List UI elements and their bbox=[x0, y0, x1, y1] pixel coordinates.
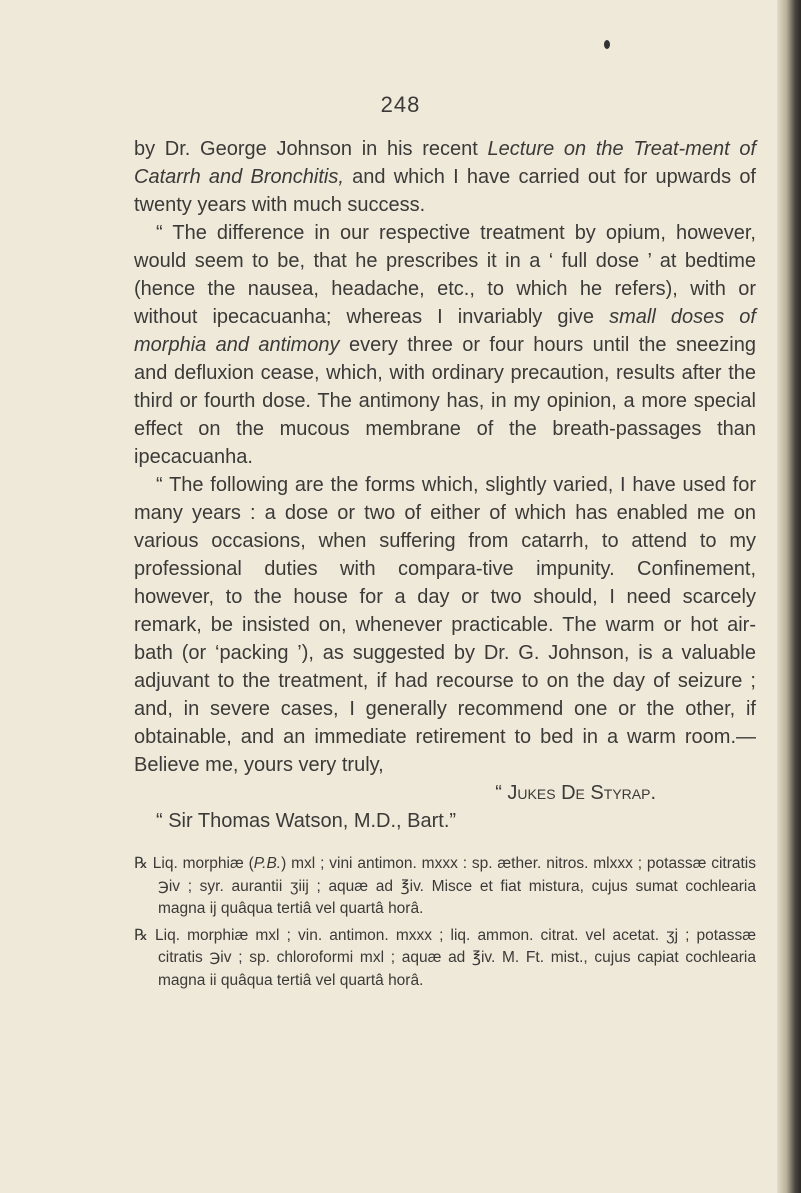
p2-emphasis: small doses of morphia and antimony bbox=[134, 306, 756, 356]
page-number: 248 bbox=[380, 92, 421, 117]
rx1-pb: P.B. bbox=[253, 855, 282, 872]
paragraph-2 bbox=[134, 219, 756, 471]
page-edge-shadow bbox=[777, 0, 801, 1193]
p1-text-a: by Dr. George Johnson in his recent bbox=[134, 138, 488, 160]
rx1-text-c: ) mxl ; vini antimon. mxxx : sp. æther. nitros. mlxxx ; potassæ citratis ℈iv ; syr. aurantii ʒiij ; aquæ ad ℥iv. Misce et fiat mistura, cujus sumat cochlearia magna ij quâqua tertiâ vel quartâ horâ. bbox=[158, 855, 756, 917]
p2-text-c: every three or four hours until the sneezing and defluxion cease, which, with ordinary precaution, results after the third or fourth dose. The antimony has, in my opinion, a more special effect on the mucous membrane of the breath-passages than ipecacuanha. bbox=[134, 334, 756, 468]
prescription-1 bbox=[134, 853, 756, 921]
paragraph-1 bbox=[134, 135, 756, 219]
prescriptions bbox=[134, 853, 756, 996]
rx1-text-a: ℞ Liq. morphiæ ( bbox=[134, 855, 254, 872]
p2-text-a: “ The difference in our respective treatment by opium, however, would seem to be, that he prescribes it in a ‘ full dose ’ at bedtime (hence the nausea, headache, etc., to which he refers), with or without ipecacuanha; whereas I invariably give bbox=[134, 222, 756, 328]
prescription-2: ℞ Liq. morphiæ mxl ; vin. antimon. mxxx ; liq. ammon. citrat. vel acetat. ʒj ; potassæ citratis ℈iv ; sp. chloroformi mxl ; aquæ ad ℥iv. M. Ft. mist., cujus capiat cochlearia magna ii quâqua tertiâ vel quartâ horâ. bbox=[134, 926, 756, 989]
body-text bbox=[134, 135, 756, 835]
addressee: “ Sir Thomas Watson, M.D., Bart.” bbox=[156, 810, 457, 832]
signature: “ Jukes De Styrap. bbox=[495, 782, 656, 804]
p1-text-c: and which I have carried out for upwards of twenty years with much success. bbox=[134, 166, 756, 216]
lecture-title: Lecture on the Treat-ment of Catarrh and Bronchitis, bbox=[134, 138, 757, 188]
ink-mark bbox=[604, 40, 610, 49]
paragraph-3: “ The following are the forms which, slightly varied, I have used for many years : a dose or two of either of which has enabled me on various occasions, when suffering from catarrh, to attend to my professional duties with compara-tive impunity. Confinement, however, to the house for a day or two should, I need scarcely remark, be insisted on, whenever practicable. The warm or hot air-bath (or ‘packing ’), as suggested by Dr. G. Johnson, is a valuable adjuvant to the treatment, if had recourse to on the day of seizure ; and, in severe cases, I generally recommend one or the other, if obtainable, and an immediate retirement to bed in a warm room.—Believe me, yours very truly, bbox=[134, 474, 756, 776]
